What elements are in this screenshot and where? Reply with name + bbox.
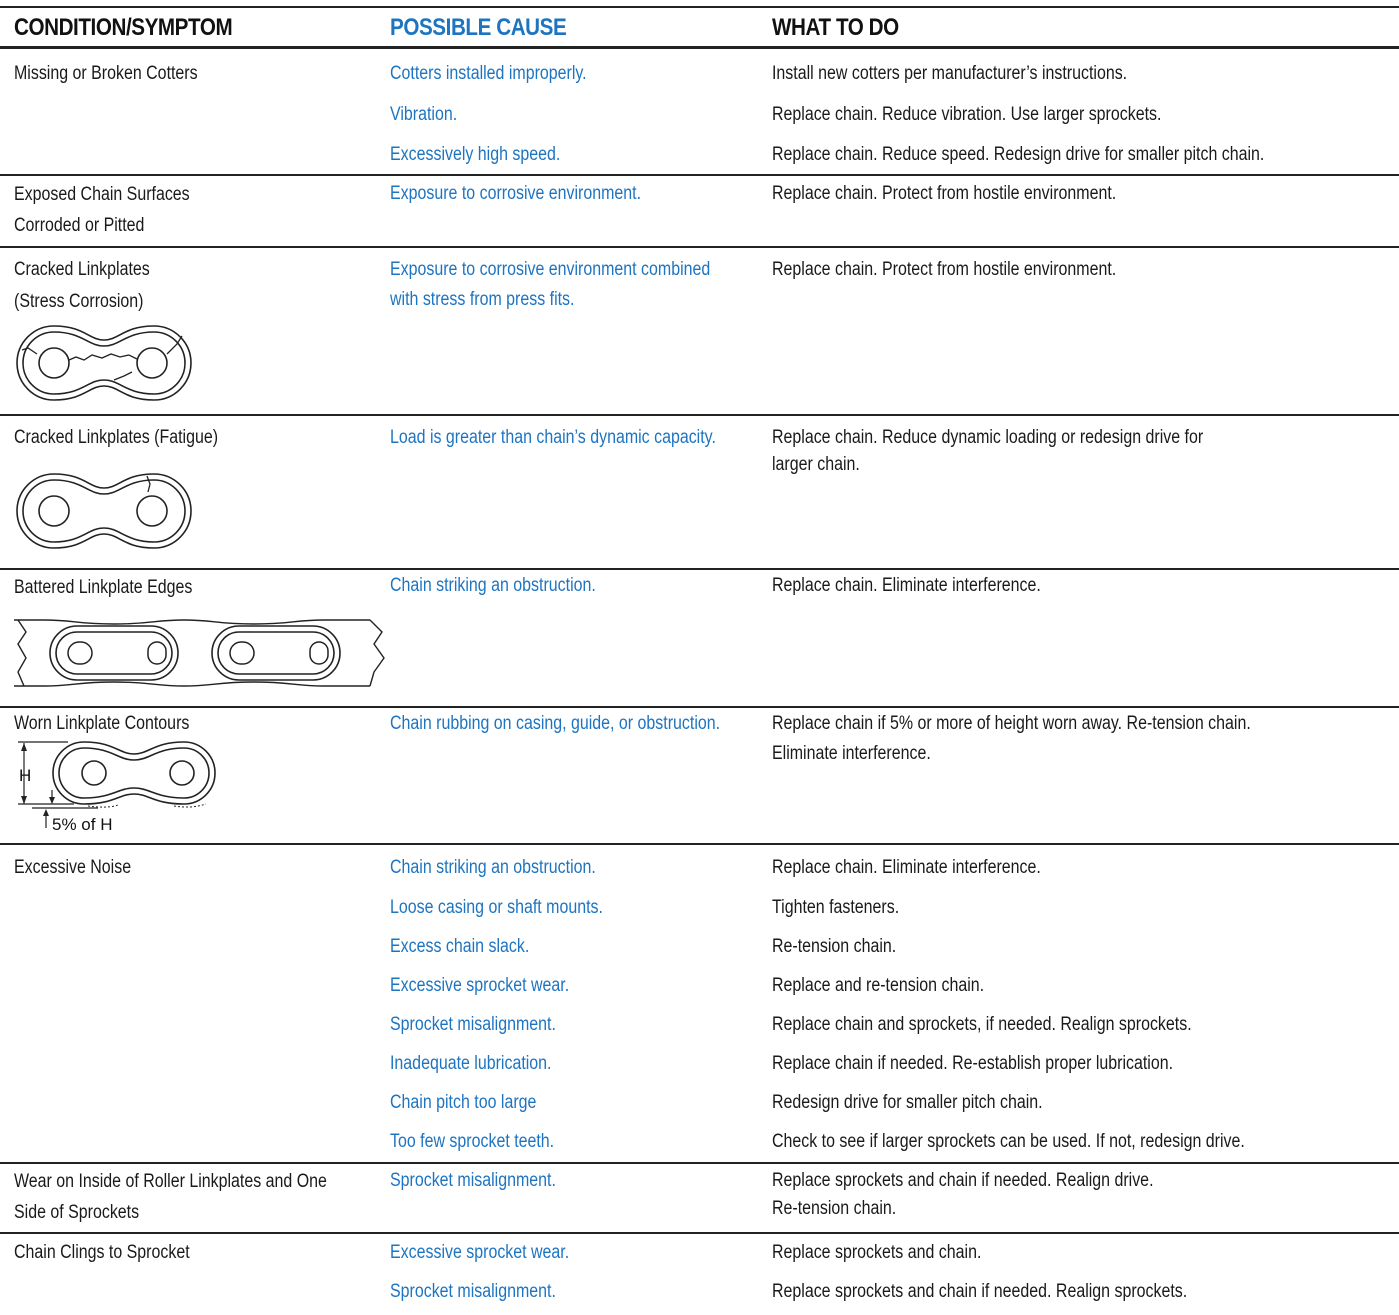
row-divider <box>0 843 1399 845</box>
action-text: Replace chain. Protect from hostile environment. <box>772 183 1117 204</box>
cause-text: Load is greater than chain’s dynamic capacity. <box>390 427 716 448</box>
cause-text: Chain striking an obstruction. <box>390 575 596 596</box>
top-rule <box>0 6 1399 8</box>
cause-text: Excessive sprocket wear. <box>390 975 570 996</box>
cause-text: Too few sprocket teeth. <box>390 1131 555 1152</box>
action-text: Replace chain if needed. Re-establish proper lubrication. <box>772 1053 1174 1074</box>
action-text: Replace chain and sprockets, if needed. Realign sprockets. <box>772 1014 1192 1035</box>
header-condition: CONDITION/SYMPTOM <box>14 14 233 41</box>
cause-text: Inadequate lubrication. <box>390 1053 552 1074</box>
condition-text: Excessive Noise <box>14 857 132 878</box>
row-divider <box>0 1162 1399 1164</box>
action-text: Replace sprockets and chain. <box>772 1242 982 1263</box>
action-text: Replace chain. Eliminate interference. <box>772 575 1041 596</box>
condition-text: Corroded or Pitted <box>14 215 145 236</box>
action-text: Replace sprockets and chain if needed. Realign drive. <box>772 1170 1154 1191</box>
action-text: Re-tension chain. <box>772 936 897 957</box>
condition-text: Chain Clings to Sprocket <box>14 1242 190 1263</box>
cause-text: Chain rubbing on casing, guide, or obstruction. <box>390 713 721 734</box>
cause-text: Excessive sprocket wear. <box>390 1242 570 1263</box>
action-text: Re-tension chain. <box>772 1198 897 1219</box>
condition-text: (Stress Corrosion) <box>14 291 144 312</box>
condition-text: Side of Sprockets <box>14 1202 140 1223</box>
action-text: Eliminate interference. <box>772 743 931 764</box>
action-text: Replace chain if 5% or more of height worn away. Re-tension chain. <box>772 713 1251 734</box>
cause-text: Sprocket misalignment. <box>390 1281 556 1302</box>
cause-text: Exposure to corrosive environment. <box>390 183 642 204</box>
cause-text: Loose casing or shaft mounts. <box>390 897 603 918</box>
action-text: Replace chain. Reduce speed. Redesign drive for smaller pitch chain. <box>772 144 1265 165</box>
stress-corrosion-linkplate-figure <box>14 322 194 404</box>
cause-text: Excessively high speed. <box>390 144 561 165</box>
condition-text: Cracked Linkplates <box>14 259 150 280</box>
cause-text: Excess chain slack. <box>390 936 530 957</box>
condition-text: Missing or Broken Cotters <box>14 63 198 84</box>
worn-linkplate-figure <box>14 740 224 838</box>
action-text: Replace chain. Eliminate interference. <box>772 857 1041 878</box>
action-text: Replace chain. Reduce dynamic loading or redesign drive for <box>772 427 1204 448</box>
condition-text: Cracked Linkplates (Fatigue) <box>14 427 219 448</box>
row-divider <box>0 1232 1399 1234</box>
action-text: Check to see if larger sprockets can be used. If not, redesign drive. <box>772 1131 1245 1152</box>
cause-text: Chain striking an obstruction. <box>390 857 596 878</box>
wear-label: 5% of H <box>52 815 113 834</box>
header-rule <box>0 46 1399 49</box>
height-label: H <box>19 766 32 785</box>
row-divider <box>0 414 1399 416</box>
action-text: Install new cotters per manufacturer’s instructions. <box>772 63 1128 84</box>
row-divider <box>0 174 1399 176</box>
cause-text: Sprocket misalignment. <box>390 1014 556 1035</box>
fatigue-linkplate-figure <box>14 470 194 552</box>
condition-text: Exposed Chain Surfaces <box>14 184 190 205</box>
header-cause: POSSIBLE CAUSE <box>390 14 567 41</box>
action-text: Tighten fasteners. <box>772 897 900 918</box>
cause-text: Cotters installed improperly. <box>390 63 587 84</box>
cause-text: Sprocket misalignment. <box>390 1170 556 1191</box>
cause-text: Vibration. <box>390 104 458 125</box>
action-text: Replace chain. Reduce vibration. Use larger sprockets. <box>772 104 1162 125</box>
condition-text: Wear on Inside of Roller Linkplates and One <box>14 1171 327 1192</box>
action-text: Redesign drive for smaller pitch chain. <box>772 1092 1043 1113</box>
cause-text: with stress from press fits. <box>390 289 575 310</box>
cause-text: Exposure to corrosive environment combined <box>390 259 711 280</box>
battered-chain-figure <box>14 614 386 694</box>
condition-text: Worn Linkplate Contours <box>14 713 190 734</box>
row-divider <box>0 568 1399 570</box>
cause-text: Chain pitch too large <box>390 1092 537 1113</box>
header-action: WHAT TO DO <box>772 14 899 41</box>
action-text: Replace chain. Protect from hostile environment. <box>772 259 1117 280</box>
action-text: Replace sprockets and chain if needed. Realign sprockets. <box>772 1281 1188 1302</box>
action-text: larger chain. <box>772 454 860 475</box>
condition-text: Battered Linkplate Edges <box>14 577 193 598</box>
row-divider <box>0 246 1399 248</box>
action-text: Replace and re-tension chain. <box>772 975 985 996</box>
